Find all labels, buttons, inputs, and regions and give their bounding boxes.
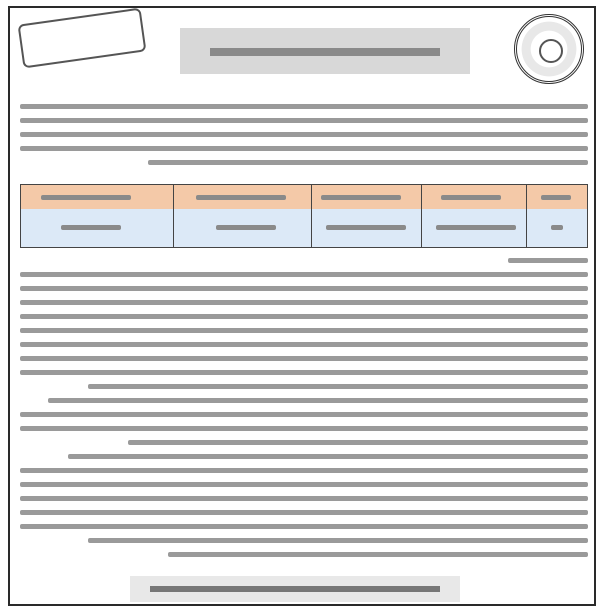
- text-line: [20, 272, 588, 277]
- intro-paragraph: [20, 104, 588, 176]
- text-line: [20, 496, 588, 501]
- text-line: [20, 468, 588, 473]
- table-header-cell: [41, 195, 131, 200]
- text-line: [20, 510, 588, 515]
- text-line: [20, 342, 588, 347]
- text-line: [88, 384, 588, 389]
- table-header-cell: [541, 195, 571, 200]
- text-line: [20, 426, 588, 431]
- text-line: [20, 146, 588, 151]
- table-divider: [421, 185, 422, 247]
- table-divider: [173, 185, 174, 247]
- table-header-cell: [196, 195, 286, 200]
- table-cell: [436, 225, 516, 230]
- text-line: [20, 314, 588, 319]
- text-line: [20, 118, 588, 123]
- table-divider: [311, 185, 312, 247]
- text-line: [88, 538, 588, 543]
- text-line: [148, 160, 588, 165]
- table-header-cell: [321, 195, 401, 200]
- text-line: [20, 412, 588, 417]
- table-cell: [61, 225, 121, 230]
- text-line: [20, 524, 588, 529]
- footer-banner: [130, 576, 460, 602]
- text-line: [20, 356, 588, 361]
- stamp-mark: [18, 8, 147, 69]
- text-line: [20, 132, 588, 137]
- text-line: [20, 482, 588, 487]
- table-cell: [551, 225, 563, 230]
- text-line: [168, 552, 588, 557]
- table-cell: [326, 225, 406, 230]
- text-line: [20, 328, 588, 333]
- notes-list: [20, 258, 588, 564]
- table-header: [21, 185, 587, 210]
- text-line: [68, 454, 588, 459]
- notice-header: [10, 8, 594, 94]
- notice-title: [180, 28, 470, 74]
- auction-table: [20, 184, 588, 248]
- table-divider: [526, 185, 527, 247]
- table-row: [21, 209, 587, 247]
- text-line: [48, 398, 588, 403]
- text-line: [128, 440, 588, 445]
- table-cell: [216, 225, 276, 230]
- table-header-cell: [441, 195, 501, 200]
- notice-sheet: [8, 6, 596, 606]
- text-line: [20, 300, 588, 305]
- text-line: [508, 258, 588, 263]
- municipality-logo: [514, 14, 584, 84]
- text-line: [20, 370, 588, 375]
- text-line: [20, 104, 588, 109]
- text-line: [20, 286, 588, 291]
